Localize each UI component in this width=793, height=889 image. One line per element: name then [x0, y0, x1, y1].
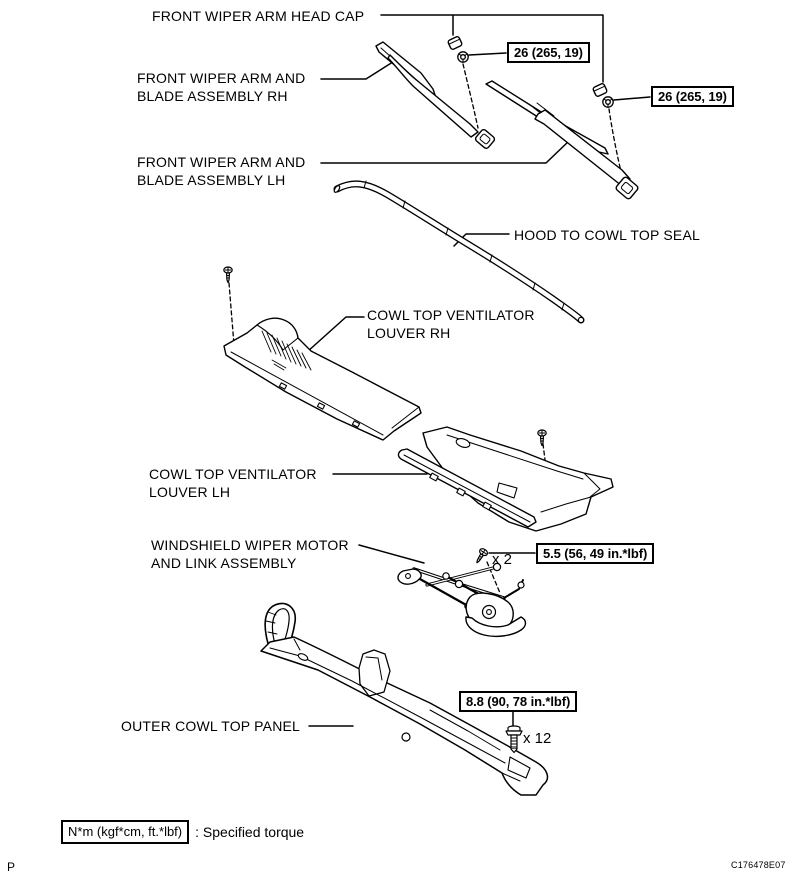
page-letter: P	[7, 860, 16, 874]
quantity-panel-bolts: x 12	[523, 730, 552, 747]
part-label-panel	[121, 717, 300, 735]
part-label-louver-lh-line1: COWL TOP VENTILATOR	[149, 466, 317, 482]
front-wiper-arm-lh-drawing	[486, 81, 639, 200]
part-label-arm-rh-line1: FRONT WIPER ARM AND	[137, 70, 306, 86]
part-label-motor	[151, 536, 349, 572]
hood-to-cowl-seal-drawing	[333, 181, 583, 323]
part-label-arm-lh-line1: FRONT WIPER ARM AND	[137, 154, 306, 170]
part-label-louver-lh	[149, 465, 317, 501]
torque-box-cap-lh: 26 (265, 19)	[651, 86, 734, 107]
part-label-louver-rh-line1: COWL TOP VENTILATOR	[367, 307, 535, 323]
wiper-motor-link-drawing	[398, 563, 526, 636]
torque-unit-box: N*m (kgf*cm, ft.*lbf)	[61, 820, 189, 844]
part-label-arm-rh	[137, 69, 305, 105]
part-label-hood-seal-line1: HOOD TO COWL TOP SEAL	[514, 227, 700, 243]
front-wiper-arm-rh-drawing	[376, 42, 496, 150]
head-cap-rh-drawing	[447, 36, 462, 50]
louver-screw-lh	[538, 430, 546, 446]
torque-legend	[61, 820, 304, 844]
wiper-arm-nut-rh	[458, 52, 468, 62]
torque-box-panel: 8.8 (90, 78 in.*lbf)	[459, 691, 577, 712]
part-label-louver-rh-line2: LOUVER RH	[367, 325, 451, 341]
quantity-motor-screws: x 2	[492, 551, 513, 568]
part-label-motor-line2: AND LINK ASSEMBLY	[151, 555, 297, 571]
part-label-arm-rh-line2: BLADE ASSEMBLY RH	[137, 88, 288, 104]
louver-screw-rh	[224, 267, 232, 283]
part-label-motor-line1: WINDSHIELD WIPER MOTOR	[151, 537, 349, 553]
wiper-arm-nut-lh	[603, 97, 613, 107]
head-cap-lh-drawing	[592, 83, 607, 97]
part-label-arm-lh-line2: BLADE ASSEMBLY LH	[137, 172, 286, 188]
part-label-head-cap	[152, 7, 364, 25]
part-label-arm-lh	[137, 153, 305, 189]
part-label-head-cap-line1: FRONT WIPER ARM HEAD CAP	[152, 8, 365, 24]
cowl-louver-lh-drawing	[398, 427, 613, 531]
torque-box-motor: 5.5 (56, 49 in.*lbf)	[536, 543, 654, 564]
torque-legend-description: : Specified torque	[195, 824, 305, 840]
torque-box-cap-rh: 26 (265, 19)	[507, 42, 590, 63]
part-label-louver-rh	[367, 306, 535, 342]
part-label-louver-lh-line2: LOUVER LH	[149, 484, 231, 500]
part-label-panel-line1: OUTER COWL TOP PANEL	[121, 718, 301, 734]
motor-screw	[473, 547, 488, 565]
figure-code: C176478E07	[731, 860, 786, 870]
part-label-hood-seal	[514, 226, 700, 244]
